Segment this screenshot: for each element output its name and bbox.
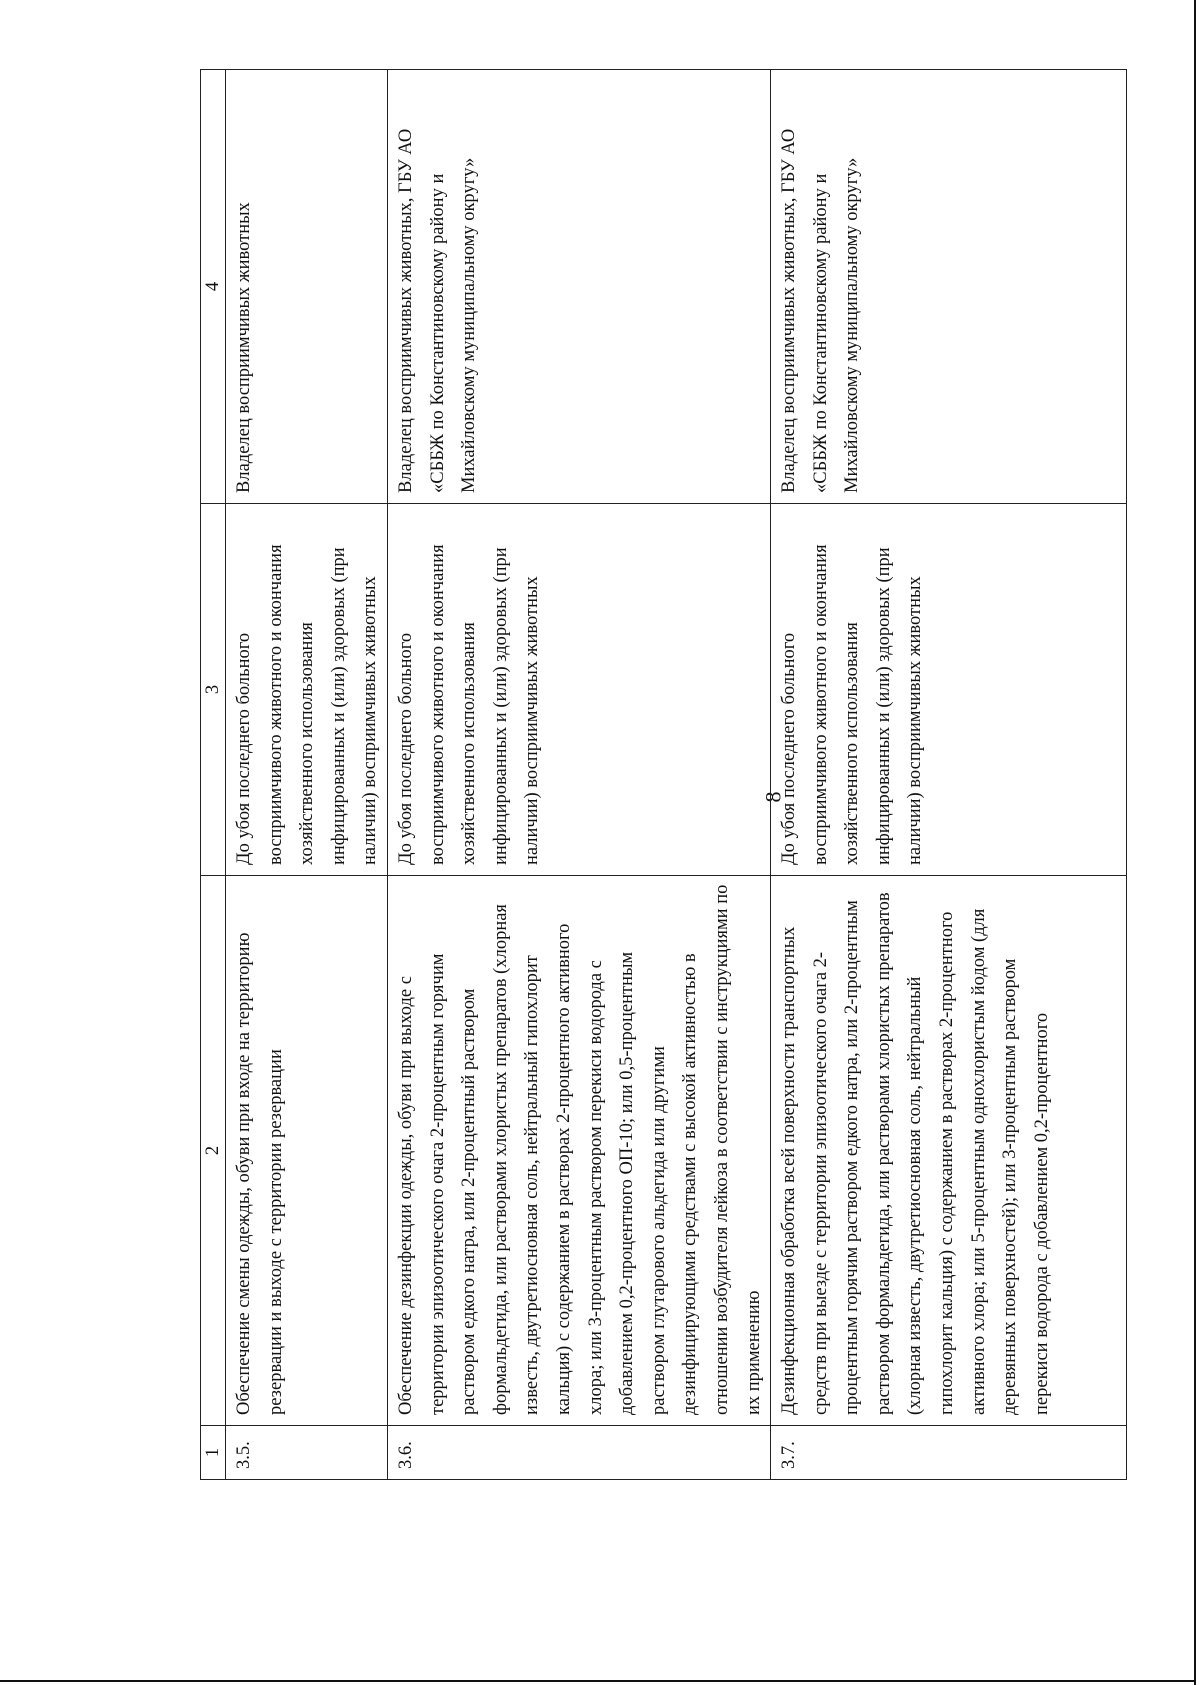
row-number: 3.5. bbox=[226, 1426, 388, 1480]
responsible-cell: Владелец восприимчивых животных, ГБУ АО «СББЖ по Константиновскому району и Михайловскому муниципальному округу» bbox=[771, 70, 1127, 504]
table-row bbox=[226, 70, 388, 1480]
table-row bbox=[387, 70, 770, 1480]
header-col-1: 1 bbox=[201, 1426, 226, 1480]
measure-cell: Обеспечение дезинфекции одежды, обуви при выходе с территории эпизоотического очага 2-процентным горячим раствором едкого натра, или 2-процентный раствором формальдегида, или растворами хлористых препаратов (хлорная известь, двутретиосновная соль, нейтральный гипохлорит кальция) с содержанием в растворах 2-процентного активного хлора; или 3-процентным раствором перекиси водорода с добавлением 0,2-процентного ОП-10; или 0,5-процентным раствором глутарового альдегида или другими дезинфицирующими средствами с высокой активностью в отношении возбудителя лейкоза в соответствии с инструкциями по их применению bbox=[387, 876, 770, 1426]
row-number: 3.7. bbox=[771, 1426, 1127, 1480]
header-col-2: 2 bbox=[201, 876, 226, 1426]
rotated-table-container bbox=[200, 70, 1100, 1480]
measure-text: Дезинфекционная обработка всей поверхности транспортных средств при выезде с территории эпизоотического очага 2-процентным горячим раствором едкого натра, или 2-процентным раствором формальдегида, или растворами хлористых препаратов (хлорная известь, двутретиосновная соль, нейтральный гипохлорит кальция) с содержанием в растворах 2-процентного активного хлора; или 5-процентным однохлористым йодом (для деревянных поверхностей); или 3-процентным раствором перекиси водорода с добавлением 0,2-процентного bbox=[779, 892, 1052, 1415]
term-cell: До убоя последнего больного восприимчивого животного и окончания хозяйственного использования инфицированных и (или) здоровых (при наличии) восприимчивых животных bbox=[387, 504, 770, 876]
measure-cell: Обеспечение смены одежды, обуви при входе на территорию резервации и выходе с территории резервации bbox=[226, 876, 388, 1426]
row-number: 3.6. bbox=[387, 1426, 770, 1480]
page-number: 8 bbox=[760, 791, 786, 803]
table-row bbox=[771, 70, 1127, 1480]
measures-table bbox=[200, 69, 1127, 1480]
table-header-row bbox=[201, 70, 226, 1480]
term-cell: До убоя последнего больного восприимчивого животного и окончания хозяйственного использования инфицированных и (или) здоровых (при наличии) восприимчивых животных bbox=[226, 504, 388, 876]
scan-border-bottom bbox=[0, 1680, 1196, 1682]
header-col-3: 3 bbox=[201, 504, 226, 876]
header-col-4: 4 bbox=[201, 70, 226, 504]
measure-cell bbox=[771, 876, 1127, 1426]
scan-border-right bbox=[1194, 0, 1196, 1685]
term-cell: До убоя последнего больного восприимчивого животного и окончания хозяйственного использования инфицированных и (или) здоровых (при наличии) восприимчивых животных bbox=[771, 504, 1127, 876]
responsible-cell: Владелец восприимчивых животных bbox=[226, 70, 388, 504]
responsible-cell: Владелец восприимчивых животных, ГБУ АО «СББЖ по Константиновскому району и Михайловскому муниципальному округу» bbox=[387, 70, 770, 504]
